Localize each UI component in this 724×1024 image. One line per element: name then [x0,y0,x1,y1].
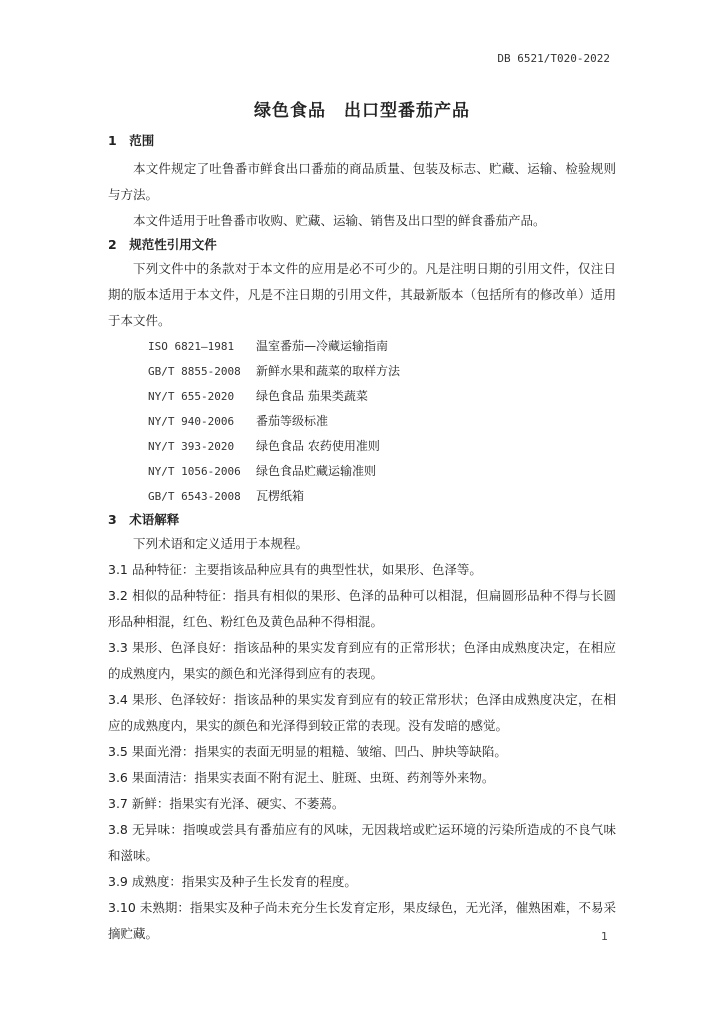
reference-code: ISO 6821—1981 [148,340,235,353]
reference-item [148,434,616,459]
reference-item [148,409,616,434]
term-definition: 3.7 新鲜：指果实有光泽、硬实、不萎蔫。 [108,796,345,811]
term-definition: 3.5 果面光滑：指果实的表面无明显的粗糙、皱缩、凹凸、肿块等缺陷。 [108,744,507,759]
reference-code: GB/T 6543-2008 [148,490,241,503]
reference-item [148,384,616,409]
reference-name: 番茄等级标准 [256,414,329,428]
term-definition: 3.3 果形、色泽良好：指该品种的果实发育到应有的正常形状；色泽由成熟度决定，在相应的成熟度内，果实的颜色和光泽得到应有的表现。 [108,640,616,681]
term-definition: 3.1 品种特征：主要指该品种应具有的典型性状，如果形、色泽等。 [108,562,482,577]
reference-list [108,334,616,509]
paragraph: 下列文件中的条款对于本文件的应用是必不可少的。凡是注明日期的引用文件，仅注日期的版本适用于本文件，凡是不注日期的引用文件，其最新版本（包括所有的修改单）适用于本文件。 [108,261,616,328]
reference-name: 绿色食品 茄果类蔬菜 [256,389,368,403]
document-body [108,130,616,947]
reference-item [148,334,616,359]
reference-item [148,359,616,384]
reference-name: 绿色食品贮藏运输准则 [256,464,377,478]
reference-code: NY/T 393-2020 [148,440,235,453]
term-definition: 3.8 无异味：指嗅或尝具有番茄应有的风味，无因栽培或贮运环境的污染所造成的不良气味和滋味。 [108,822,616,863]
paragraph: 本文件适用于吐鲁番市收购、贮藏、运输、销售及出口型的鲜食番茄产品。 [133,213,546,228]
term-definition: 3.2 相似的品种特征：指具有相似的果形、色泽的品种可以相混，但扁圆形品种不得与长圆形品种相混，红色、粉红色及黄色品种不得相混。 [108,588,616,629]
section-heading-terms: 3 术语解释 [108,512,180,527]
paragraph: 本文件规定了吐鲁番市鲜食出口番茄的商品质量、包装及标志、贮藏、运输、检验规则与方法。 [108,161,616,202]
reference-name: 新鲜水果和蔬菜的取样方法 [256,364,401,378]
term-definition: 3.9 成熟度：指果实及种子生长发育的程度。 [108,874,357,889]
reference-code: NY/T 940-2006 [148,415,235,428]
section-heading-references: 2 规范性引用文件 [108,237,217,252]
reference-code: NY/T 655-2020 [148,390,235,403]
reference-code: GB/T 8855-2008 [148,365,241,378]
reference-item [148,484,616,509]
term-definition: 3.10 未熟期：指果实及种子尚未充分生长发育定形，果皮绿色，无光泽，催熟困难，不易采摘贮藏。 [108,900,616,941]
term-definition: 3.6 果面清洁：指果实表面不附有泥土、脏斑、虫斑、药剂等外来物。 [108,770,495,785]
term-definition: 3.4 果形、色泽较好：指该品种的果实发育到应有的较正常形状；色泽由成熟度决定，在相应的成熟度内，果实的颜色和光泽得到较正常的表现。没有发暗的感觉。 [108,692,616,733]
reference-name: 瓦楞纸箱 [256,489,305,503]
reference-name: 温室番茄—冷藏运输指南 [256,339,389,353]
reference-item [148,459,616,484]
reference-name: 绿色食品 农药使用准则 [256,439,380,453]
reference-code: NY/T 1056-2006 [148,465,241,478]
document-title: 绿色食品 出口型番茄产品 [254,101,470,121]
page-number: 1 [601,930,608,943]
document-code: DB 6521/T020-2022 [497,52,610,65]
paragraph: 下列术语和定义适用于本规程。 [133,536,309,551]
section-heading-scope: 1 范围 [108,133,155,148]
